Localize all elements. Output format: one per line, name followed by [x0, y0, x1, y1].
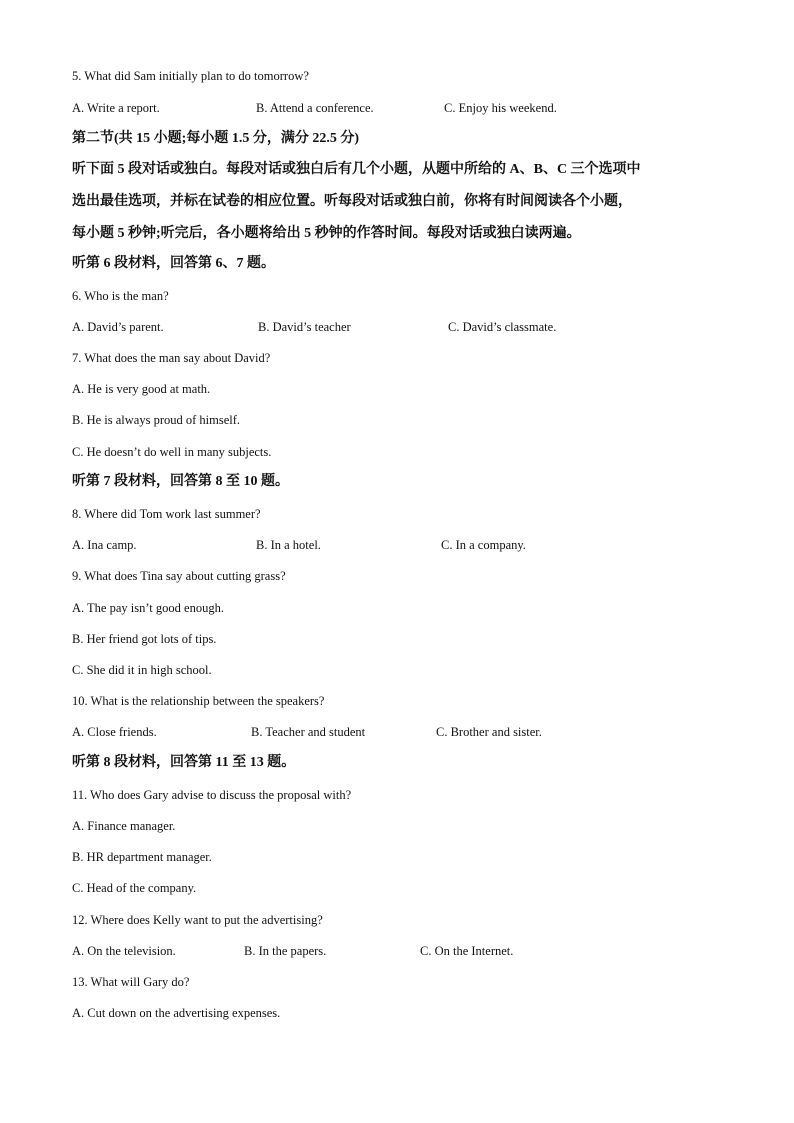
q9-option-b: B. Her friend got lots of tips.: [72, 632, 217, 646]
question-13: 13. What will Gary do?: [72, 975, 190, 989]
q11-option-c: C. Head of the company.: [72, 881, 197, 895]
question-8: 8. Where did Tom work last summer?: [72, 507, 261, 521]
q7-option-a: A. He is very good at math.: [72, 382, 211, 396]
q6-option-b: B. David’s teacher: [258, 320, 351, 334]
section-2-instructions-line-3: 每小题 5 秒钟;听完后，各小题将给出 5 秒钟的作答时间。每段对话或独白读两遍。: [72, 226, 581, 241]
q6-option-c: C. David’s classmate.: [448, 320, 557, 334]
q7-option-c: C. He doesn’t do well in many subjects.: [72, 445, 272, 459]
q9-option-c: C. She did it in high school.: [72, 663, 212, 677]
question-12: 12. Where does Kelly want to put the advertising?: [72, 913, 323, 927]
q12-option-c: C. On the Internet.: [420, 944, 514, 958]
question-10: 10. What is the relationship between the speakers?: [72, 694, 325, 708]
section-2-heading: 第二节(共 15 小题;每小题 1.5 分，满分 22.5 分): [72, 131, 359, 146]
q10-option-a: A. Close friends.: [72, 725, 157, 739]
question-6: 6. Who is the man?: [72, 289, 169, 303]
q8-option-b: B. In a hotel.: [256, 538, 321, 552]
material-8-heading: 听第 8 段材料，回答第 11 至 13 题。: [72, 755, 296, 770]
q9-option-a: A. The pay isn’t good enough.: [72, 601, 224, 615]
q5-option-c: C. Enjoy his weekend.: [444, 101, 557, 115]
q8-option-c: C. In a company.: [441, 538, 526, 552]
question-11: 11. Who does Gary advise to discuss the proposal with?: [72, 788, 352, 802]
material-6-heading: 听第 6 段材料，回答第 6、7 题。: [72, 256, 275, 271]
q12-option-b: B. In the papers.: [244, 944, 327, 958]
q11-option-a: A. Finance manager.: [72, 819, 176, 833]
q5-option-b: B. Attend a conference.: [256, 101, 374, 115]
q8-option-a: A. Ina camp.: [72, 538, 137, 552]
q13-option-a: A. Cut down on the advertising expenses.: [72, 1006, 281, 1020]
q7-option-b: B. He is always proud of himself.: [72, 413, 241, 427]
q11-option-b: B. HR department manager.: [72, 850, 212, 864]
question-5: 5. What did Sam initially plan to do tomorrow?: [72, 69, 309, 83]
material-7-heading: 听第 7 段材料，回答第 8 至 10 题。: [72, 474, 289, 489]
section-2-instructions-line-1: 听下面 5 段对话或独白。每段对话或独白后有几个小题，从题中所给的 A、B、C 三个选项中: [72, 162, 641, 177]
q6-option-a: A. David’s parent.: [72, 320, 164, 334]
q10-option-c: C. Brother and sister.: [436, 725, 542, 739]
question-9: 9. What does Tina say about cutting grass?: [72, 569, 286, 583]
question-7: 7. What does the man say about David?: [72, 351, 271, 365]
q12-option-a: A. On the television.: [72, 944, 176, 958]
q5-option-a: A. Write a report.: [72, 101, 160, 115]
section-2-instructions-line-2: 选出最佳选项，并标在试卷的相应位置。听每段对话或独白前，你将有时间阅读各个小题，: [72, 194, 632, 209]
q10-option-b: B. Teacher and student: [251, 725, 366, 739]
